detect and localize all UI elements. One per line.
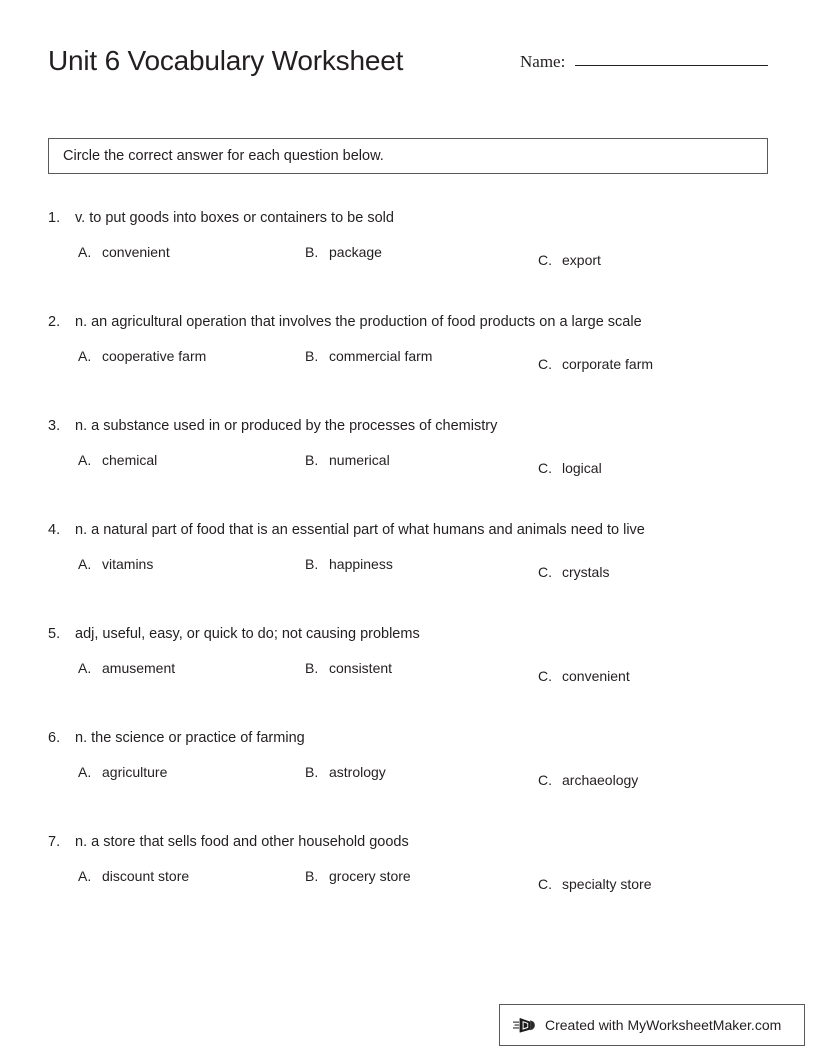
- answer-option-group: [0, 242, 816, 282]
- answer-option-letter: B.: [305, 556, 319, 572]
- answer-option-text: chemical: [102, 452, 158, 468]
- answer-option-letter: C.: [538, 772, 552, 788]
- answer-option-text: grocery store: [329, 868, 411, 884]
- question-number: 4.: [48, 522, 61, 538]
- answer-option-letter: C.: [538, 876, 552, 892]
- answer-option[interactable]: [305, 866, 411, 886]
- worksheet-maker-logo-icon: [513, 1013, 537, 1037]
- answer-option[interactable]: [78, 450, 157, 470]
- answer-option-text: convenient: [102, 244, 170, 260]
- answer-option-letter: C.: [538, 564, 552, 580]
- question-number: 2.: [48, 314, 61, 330]
- answer-option-letter: B.: [305, 868, 319, 884]
- answer-option[interactable]: [78, 554, 153, 574]
- answer-option-text: amusement: [102, 660, 176, 676]
- answer-option[interactable]: [538, 250, 601, 270]
- answer-option-text: astrology: [329, 764, 386, 780]
- answer-option[interactable]: [305, 762, 386, 782]
- question-prompt-row: [48, 520, 796, 540]
- answer-option-letter: B.: [305, 348, 319, 364]
- question-prompt-row: [48, 312, 796, 332]
- answer-option-text: commercial farm: [329, 348, 433, 364]
- answer-option-group: [0, 450, 816, 490]
- answer-option-text: corporate farm: [562, 356, 654, 372]
- question-item: [0, 416, 816, 520]
- question-number: 1.: [48, 210, 61, 226]
- answer-option-group: [0, 554, 816, 594]
- answer-option-text: crystals: [562, 564, 610, 580]
- answer-option[interactable]: [538, 354, 653, 374]
- answer-option[interactable]: [538, 770, 638, 790]
- answer-option-text: agriculture: [102, 764, 168, 780]
- question-item: [0, 208, 816, 312]
- answer-option-letter: B.: [305, 660, 319, 676]
- answer-option-letter: A.: [78, 868, 92, 884]
- question-prompt: n. the science or practice of farming: [75, 730, 305, 746]
- answer-option[interactable]: [305, 554, 393, 574]
- question-number: 6.: [48, 730, 61, 746]
- answer-option-letter: A.: [78, 348, 92, 364]
- answer-option-letter: C.: [538, 460, 552, 476]
- answer-option[interactable]: [305, 450, 390, 470]
- question-prompt: v. to put goods into boxes or containers to be sold: [75, 210, 394, 226]
- question-number: 3.: [48, 418, 61, 434]
- instruction-text: Circle the correct answer for each question below.: [63, 148, 384, 164]
- answer-option[interactable]: [78, 762, 167, 782]
- answer-option-group: [0, 762, 816, 802]
- answer-option[interactable]: [78, 866, 189, 886]
- question-prompt-row: [48, 624, 796, 644]
- answer-option-text: happiness: [329, 556, 393, 572]
- question-item: [0, 728, 816, 832]
- name-label: Name:: [520, 52, 566, 71]
- page-title: Unit 6 Vocabulary Worksheet: [48, 45, 404, 76]
- question-number: 5.: [48, 626, 61, 642]
- name-write-in-line[interactable]: [575, 65, 768, 66]
- answer-option-text: cooperative farm: [102, 348, 207, 364]
- instruction-box: [48, 138, 768, 174]
- answer-option-text: specialty store: [562, 876, 652, 892]
- answer-option[interactable]: [538, 874, 651, 894]
- question-item: [0, 624, 816, 728]
- answer-option[interactable]: [538, 458, 602, 478]
- answer-option-text: export: [562, 252, 601, 268]
- answer-option-letter: C.: [538, 356, 552, 372]
- answer-option-group: [0, 658, 816, 698]
- question-prompt-row: [48, 728, 796, 748]
- question-prompt-row: [48, 416, 796, 436]
- answer-option-text: discount store: [102, 868, 190, 884]
- question-prompt: n. a store that sells food and other household goods: [75, 834, 409, 850]
- answer-option[interactable]: [305, 242, 382, 262]
- answer-option[interactable]: [78, 658, 175, 678]
- worksheet-header: [48, 44, 768, 94]
- answer-option-letter: C.: [538, 668, 552, 684]
- question-prompt-row: [48, 208, 796, 228]
- question-prompt: n. a natural part of food that is an essential part of what humans and animals need to live: [75, 522, 645, 538]
- answer-option-letter: C.: [538, 252, 552, 268]
- answer-option-group: [0, 866, 816, 906]
- answer-option[interactable]: [78, 242, 170, 262]
- answer-option[interactable]: [78, 346, 206, 366]
- footer-credit-badge[interactable]: [499, 1004, 805, 1046]
- question-item: [0, 832, 816, 936]
- answer-option[interactable]: [305, 658, 392, 678]
- answer-option-text: convenient: [562, 668, 630, 684]
- question-item: [0, 312, 816, 416]
- question-prompt: n. an agricultural operation that involves the production of food products on a large scale: [75, 314, 642, 330]
- answer-option-letter: B.: [305, 452, 319, 468]
- answer-option[interactable]: [305, 346, 432, 366]
- answer-option-text: archaeology: [562, 772, 639, 788]
- name-field-block: [520, 52, 768, 72]
- footer-credit-text: Created with MyWorksheetMaker.com: [545, 1017, 782, 1033]
- answer-option-letter: A.: [78, 452, 92, 468]
- answer-option-text: consistent: [329, 660, 393, 676]
- answer-option[interactable]: [538, 666, 630, 686]
- question-prompt: n. a substance used in or produced by the processes of chemistry: [75, 418, 498, 434]
- question-prompt-row: [48, 832, 796, 852]
- answer-option-letter: B.: [305, 764, 319, 780]
- answer-option[interactable]: [538, 562, 609, 582]
- answer-option-letter: A.: [78, 244, 92, 260]
- question-list: [0, 208, 816, 936]
- answer-option-group: [0, 346, 816, 386]
- answer-option-text: logical: [562, 460, 602, 476]
- answer-option-letter: A.: [78, 764, 92, 780]
- question-number: 7.: [48, 834, 61, 850]
- answer-option-letter: B.: [305, 244, 319, 260]
- answer-option-text: package: [329, 244, 382, 260]
- answer-option-text: numerical: [329, 452, 390, 468]
- question-prompt: adj, useful, easy, or quick to do; not causing problems: [75, 626, 420, 642]
- answer-option-letter: A.: [78, 660, 92, 676]
- question-item: [0, 520, 816, 624]
- answer-option-text: vitamins: [102, 556, 154, 572]
- answer-option-letter: A.: [78, 556, 92, 572]
